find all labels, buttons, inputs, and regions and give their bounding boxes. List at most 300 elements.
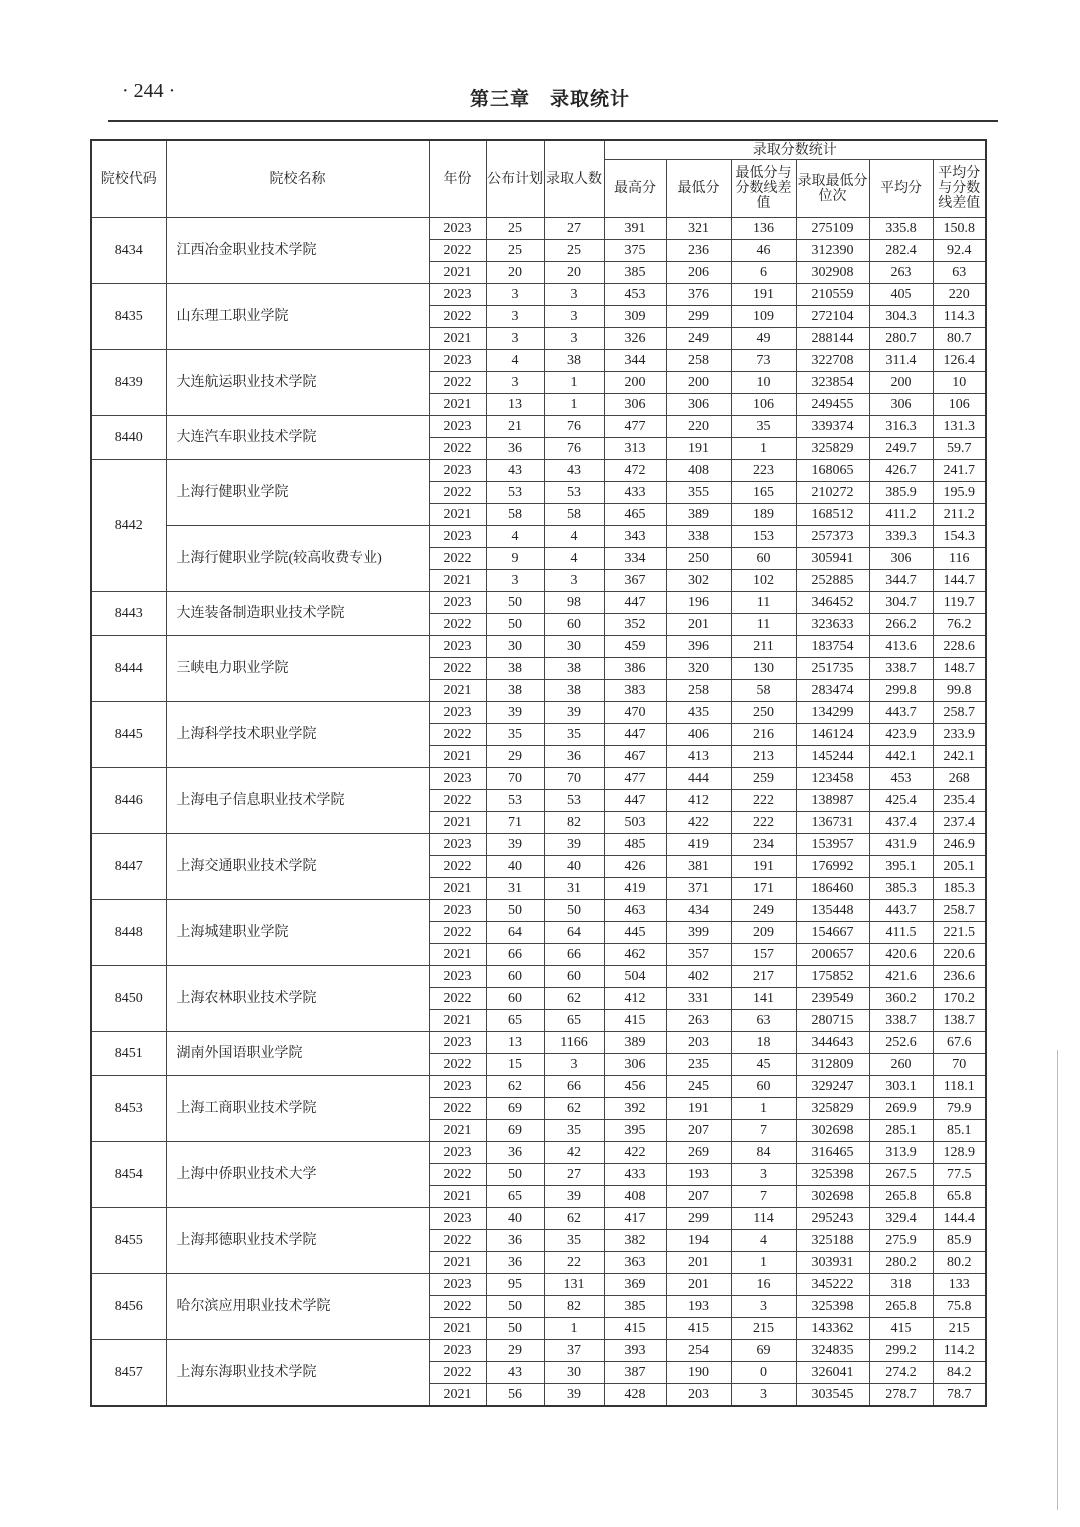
cell-avg-score: 275.9 — [869, 1230, 933, 1252]
school-name: 江西冶金职业技术学院 — [166, 218, 429, 284]
cell-plan: 21 — [486, 416, 544, 438]
cell-admitted: 3 — [544, 328, 604, 350]
cell-min-score: 338 — [666, 526, 731, 548]
cell-plan: 50 — [486, 900, 544, 922]
cell-avg-diff: 106 — [933, 394, 986, 416]
cell-plan: 65 — [486, 1010, 544, 1032]
cell-admitted: 62 — [544, 988, 604, 1010]
cell-min-rank: 303931 — [796, 1252, 869, 1274]
cell-max-score: 422 — [604, 1142, 666, 1164]
cell-admitted: 40 — [544, 856, 604, 878]
cell-avg-score: 338.7 — [869, 1010, 933, 1032]
cell-year: 2022 — [429, 240, 486, 262]
cell-admitted: 27 — [544, 218, 604, 240]
cell-min-diff: 153 — [731, 526, 796, 548]
cell-max-score: 477 — [604, 416, 666, 438]
cell-max-score: 465 — [604, 504, 666, 526]
cell-year: 2022 — [429, 856, 486, 878]
school-name: 上海电子信息职业技术学院 — [166, 768, 429, 834]
cell-max-score: 477 — [604, 768, 666, 790]
cell-min-score: 381 — [666, 856, 731, 878]
cell-plan: 64 — [486, 922, 544, 944]
cell-avg-diff: 118.1 — [933, 1076, 986, 1098]
cell-avg-score: 329.4 — [869, 1208, 933, 1230]
cell-plan: 15 — [486, 1054, 544, 1076]
cell-min-diff: 157 — [731, 944, 796, 966]
cell-min-rank: 176992 — [796, 856, 869, 878]
cell-min-rank: 280715 — [796, 1010, 869, 1032]
cell-min-rank: 251735 — [796, 658, 869, 680]
cell-year: 2022 — [429, 1362, 486, 1384]
cell-max-score: 453 — [604, 284, 666, 306]
cell-admitted: 39 — [544, 1384, 604, 1407]
cell-min-rank: 295243 — [796, 1208, 869, 1230]
cell-min-score: 419 — [666, 834, 731, 856]
cell-avg-diff: 246.9 — [933, 834, 986, 856]
cell-plan: 31 — [486, 878, 544, 900]
school-code: 8446 — [91, 768, 166, 834]
cell-admitted: 3 — [544, 284, 604, 306]
cell-avg-score: 318 — [869, 1274, 933, 1296]
table-row — [91, 768, 986, 790]
cell-year: 2021 — [429, 570, 486, 592]
cell-avg-diff: 138.7 — [933, 1010, 986, 1032]
cell-avg-diff: 99.8 — [933, 680, 986, 702]
cell-avg-diff: 76.2 — [933, 614, 986, 636]
cell-avg-diff: 258.7 — [933, 702, 986, 724]
cell-avg-diff: 220 — [933, 284, 986, 306]
cell-min-score: 203 — [666, 1032, 731, 1054]
cell-year: 2022 — [429, 482, 486, 504]
cell-avg-score: 306 — [869, 548, 933, 570]
cell-max-score: 313 — [604, 438, 666, 460]
cell-admitted: 4 — [544, 548, 604, 570]
school-code: 8445 — [91, 702, 166, 768]
cell-min-score: 435 — [666, 702, 731, 724]
cell-min-rank: 305941 — [796, 548, 869, 570]
cell-avg-score: 411.2 — [869, 504, 933, 526]
cell-plan: 50 — [486, 1318, 544, 1340]
school-code: 8457 — [91, 1340, 166, 1407]
cell-admitted: 53 — [544, 790, 604, 812]
cell-min-diff: 69 — [731, 1340, 796, 1362]
cell-min-score: 415 — [666, 1318, 731, 1340]
cell-min-diff: 222 — [731, 812, 796, 834]
cell-avg-score: 395.1 — [869, 856, 933, 878]
cell-plan: 38 — [486, 680, 544, 702]
cell-avg-diff: 228.6 — [933, 636, 986, 658]
cell-max-score: 447 — [604, 592, 666, 614]
cell-year: 2023 — [429, 1340, 486, 1362]
cell-admitted: 22 — [544, 1252, 604, 1274]
cell-max-score: 408 — [604, 1186, 666, 1208]
cell-admitted: 42 — [544, 1142, 604, 1164]
cell-max-score: 363 — [604, 1252, 666, 1274]
cell-plan: 60 — [486, 966, 544, 988]
cell-min-diff: 46 — [731, 240, 796, 262]
cell-avg-diff: 144.7 — [933, 570, 986, 592]
cell-admitted: 50 — [544, 900, 604, 922]
table-row — [91, 416, 986, 438]
cell-avg-score: 200 — [869, 372, 933, 394]
cell-max-score: 343 — [604, 526, 666, 548]
cell-max-score: 412 — [604, 988, 666, 1010]
table-row — [91, 702, 986, 724]
cell-admitted: 39 — [544, 702, 604, 724]
cell-min-score: 331 — [666, 988, 731, 1010]
cell-plan: 66 — [486, 944, 544, 966]
cell-avg-score: 278.7 — [869, 1384, 933, 1407]
cell-plan: 36 — [486, 1252, 544, 1274]
cell-min-rank: 138987 — [796, 790, 869, 812]
cell-min-score: 412 — [666, 790, 731, 812]
cell-min-diff: 73 — [731, 350, 796, 372]
cell-admitted: 58 — [544, 504, 604, 526]
cell-avg-score: 252.6 — [869, 1032, 933, 1054]
cell-admitted: 60 — [544, 614, 604, 636]
cell-min-score: 413 — [666, 746, 731, 768]
cell-year: 2022 — [429, 1296, 486, 1318]
cell-min-diff: 7 — [731, 1186, 796, 1208]
cell-max-score: 485 — [604, 834, 666, 856]
cell-max-score: 200 — [604, 372, 666, 394]
cell-min-score: 207 — [666, 1186, 731, 1208]
header-rule — [108, 120, 998, 122]
cell-avg-diff: 79.9 — [933, 1098, 986, 1120]
cell-plan: 3 — [486, 284, 544, 306]
header-score-group: 录取分数统计 — [604, 140, 986, 160]
cell-min-rank: 210272 — [796, 482, 869, 504]
cell-min-rank: 329247 — [796, 1076, 869, 1098]
cell-min-score: 193 — [666, 1296, 731, 1318]
cell-year: 2021 — [429, 262, 486, 284]
cell-min-score: 190 — [666, 1362, 731, 1384]
cell-min-diff: 136 — [731, 218, 796, 240]
cell-avg-diff: 85.9 — [933, 1230, 986, 1252]
school-name: 大连汽车职业技术学院 — [166, 416, 429, 460]
cell-plan: 3 — [486, 372, 544, 394]
cell-min-score: 196 — [666, 592, 731, 614]
cell-plan: 39 — [486, 834, 544, 856]
school-code: 8453 — [91, 1076, 166, 1142]
cell-min-diff: 35 — [731, 416, 796, 438]
cell-min-diff: 222 — [731, 790, 796, 812]
cell-year: 2022 — [429, 790, 486, 812]
cell-avg-diff: 237.4 — [933, 812, 986, 834]
cell-avg-score: 304.7 — [869, 592, 933, 614]
cell-avg-diff: 114.2 — [933, 1340, 986, 1362]
cell-admitted: 1166 — [544, 1032, 604, 1054]
cell-year: 2023 — [429, 1142, 486, 1164]
cell-avg-score: 335.8 — [869, 218, 933, 240]
cell-year: 2023 — [429, 702, 486, 724]
cell-min-diff: 106 — [731, 394, 796, 416]
cell-min-rank: 183754 — [796, 636, 869, 658]
cell-plan: 20 — [486, 262, 544, 284]
cell-min-rank: 154667 — [796, 922, 869, 944]
cell-min-rank: 302908 — [796, 262, 869, 284]
cell-max-score: 306 — [604, 394, 666, 416]
cell-plan: 3 — [486, 306, 544, 328]
cell-avg-diff: 236.6 — [933, 966, 986, 988]
cell-avg-score: 280.2 — [869, 1252, 933, 1274]
cell-admitted: 53 — [544, 482, 604, 504]
cell-avg-diff: 70 — [933, 1054, 986, 1076]
cell-max-score: 382 — [604, 1230, 666, 1252]
cell-min-rank: 303545 — [796, 1384, 869, 1407]
cell-avg-diff: 205.1 — [933, 856, 986, 878]
cell-min-diff: 130 — [731, 658, 796, 680]
cell-min-rank: 312809 — [796, 1054, 869, 1076]
school-code: 8442 — [91, 460, 166, 592]
cell-min-score: 191 — [666, 1098, 731, 1120]
cell-min-rank: 168065 — [796, 460, 869, 482]
cell-min-rank: 324835 — [796, 1340, 869, 1362]
cell-plan: 71 — [486, 812, 544, 834]
cell-min-score: 399 — [666, 922, 731, 944]
cell-min-rank: 288144 — [796, 328, 869, 350]
cell-plan: 50 — [486, 592, 544, 614]
cell-avg-diff: 148.7 — [933, 658, 986, 680]
cell-avg-diff: 185.3 — [933, 878, 986, 900]
cell-min-score: 207 — [666, 1120, 731, 1142]
cell-max-score: 387 — [604, 1362, 666, 1384]
cell-min-diff: 60 — [731, 1076, 796, 1098]
header-admitted: 录取人数 — [544, 140, 604, 218]
cell-avg-score: 360.2 — [869, 988, 933, 1010]
cell-min-score: 321 — [666, 218, 731, 240]
school-code: 8434 — [91, 218, 166, 284]
school-name: 上海城建职业学院 — [166, 900, 429, 966]
cell-year: 2022 — [429, 372, 486, 394]
cell-admitted: 62 — [544, 1208, 604, 1230]
cell-plan: 29 — [486, 746, 544, 768]
cell-avg-score: 415 — [869, 1318, 933, 1340]
cell-avg-score: 285.1 — [869, 1120, 933, 1142]
cell-min-score: 201 — [666, 1252, 731, 1274]
cell-admitted: 25 — [544, 240, 604, 262]
school-name: 上海农林职业技术学院 — [166, 966, 429, 1032]
cell-min-diff: 191 — [731, 284, 796, 306]
cell-year: 2021 — [429, 1186, 486, 1208]
cell-avg-diff: 10 — [933, 372, 986, 394]
cell-admitted: 35 — [544, 724, 604, 746]
cell-max-score: 389 — [604, 1032, 666, 1054]
cell-year: 2023 — [429, 416, 486, 438]
cell-avg-score: 411.5 — [869, 922, 933, 944]
cell-avg-score: 304.3 — [869, 306, 933, 328]
cell-min-score: 191 — [666, 438, 731, 460]
cell-min-score: 306 — [666, 394, 731, 416]
cell-year: 2022 — [429, 1098, 486, 1120]
table-row — [91, 1274, 986, 1296]
cell-plan: 29 — [486, 1340, 544, 1362]
cell-admitted: 38 — [544, 680, 604, 702]
cell-year: 2022 — [429, 988, 486, 1010]
cell-avg-score: 265.8 — [869, 1186, 933, 1208]
cell-plan: 13 — [486, 1032, 544, 1054]
table-row — [91, 1208, 986, 1230]
cell-avg-diff: 85.1 — [933, 1120, 986, 1142]
cell-avg-score: 413.6 — [869, 636, 933, 658]
cell-avg-diff: 242.1 — [933, 746, 986, 768]
cell-min-rank: 283474 — [796, 680, 869, 702]
cell-avg-diff: 133 — [933, 1274, 986, 1296]
school-code: 8435 — [91, 284, 166, 350]
cell-min-diff: 3 — [731, 1384, 796, 1407]
cell-min-diff: 213 — [731, 746, 796, 768]
cell-min-rank: 325398 — [796, 1296, 869, 1318]
cell-avg-score: 260 — [869, 1054, 933, 1076]
cell-min-diff: 191 — [731, 856, 796, 878]
school-code: 8454 — [91, 1142, 166, 1208]
cell-min-rank: 168512 — [796, 504, 869, 526]
cell-year: 2021 — [429, 1318, 486, 1340]
cell-min-diff: 11 — [731, 614, 796, 636]
cell-min-score: 396 — [666, 636, 731, 658]
cell-year: 2023 — [429, 526, 486, 548]
cell-min-diff: 3 — [731, 1164, 796, 1186]
cell-plan: 35 — [486, 724, 544, 746]
cell-plan: 30 — [486, 636, 544, 658]
cell-admitted: 82 — [544, 1296, 604, 1318]
cell-min-diff: 18 — [731, 1032, 796, 1054]
cell-year: 2021 — [429, 878, 486, 900]
cell-plan: 4 — [486, 526, 544, 548]
cell-min-rank: 123458 — [796, 768, 869, 790]
cell-min-score: 206 — [666, 262, 731, 284]
cell-plan: 40 — [486, 856, 544, 878]
cell-min-score: 299 — [666, 1208, 731, 1230]
school-code: 8448 — [91, 900, 166, 966]
cell-plan: 36 — [486, 1142, 544, 1164]
cell-avg-score: 338.7 — [869, 658, 933, 680]
cell-admitted: 3 — [544, 570, 604, 592]
cell-min-diff: 11 — [731, 592, 796, 614]
cell-max-score: 419 — [604, 878, 666, 900]
cell-admitted: 30 — [544, 1362, 604, 1384]
cell-plan: 39 — [486, 702, 544, 724]
cell-min-rank: 134299 — [796, 702, 869, 724]
cell-min-score: 299 — [666, 306, 731, 328]
cell-plan: 69 — [486, 1120, 544, 1142]
cell-avg-diff: 78.7 — [933, 1384, 986, 1407]
cell-avg-diff: 80.7 — [933, 328, 986, 350]
cell-admitted: 31 — [544, 878, 604, 900]
table-row — [91, 592, 986, 614]
cell-avg-score: 405 — [869, 284, 933, 306]
cell-min-diff: 84 — [731, 1142, 796, 1164]
cell-avg-diff: 75.8 — [933, 1296, 986, 1318]
cell-avg-diff: 150.8 — [933, 218, 986, 240]
school-code: 8450 — [91, 966, 166, 1032]
cell-avg-score: 266.2 — [869, 614, 933, 636]
cell-admitted: 62 — [544, 1098, 604, 1120]
cell-min-rank: 302698 — [796, 1186, 869, 1208]
cell-year: 2021 — [429, 944, 486, 966]
cell-avg-diff: 131.3 — [933, 416, 986, 438]
cell-max-score: 326 — [604, 328, 666, 350]
cell-year: 2023 — [429, 1208, 486, 1230]
cell-avg-diff: 233.9 — [933, 724, 986, 746]
cell-avg-score: 443.7 — [869, 702, 933, 724]
cell-min-diff: 0 — [731, 1362, 796, 1384]
table-row — [91, 284, 986, 306]
cell-year: 2022 — [429, 1164, 486, 1186]
cell-year: 2023 — [429, 284, 486, 306]
cell-avg-score: 443.7 — [869, 900, 933, 922]
cell-max-score: 306 — [604, 1054, 666, 1076]
cell-plan: 25 — [486, 240, 544, 262]
cell-min-score: 200 — [666, 372, 731, 394]
cell-min-rank: 339374 — [796, 416, 869, 438]
cell-avg-diff: 154.3 — [933, 526, 986, 548]
cell-avg-diff: 63 — [933, 262, 986, 284]
cell-plan: 43 — [486, 460, 544, 482]
school-name: 山东理工职业学院 — [166, 284, 429, 350]
cell-plan: 62 — [486, 1076, 544, 1098]
cell-avg-diff: 258.7 — [933, 900, 986, 922]
cell-year: 2023 — [429, 768, 486, 790]
cell-min-diff: 234 — [731, 834, 796, 856]
chapter-title: 第三章 录取统计 — [469, 89, 630, 110]
cell-year: 2021 — [429, 504, 486, 526]
cell-max-score: 334 — [604, 548, 666, 570]
cell-avg-diff: 235.4 — [933, 790, 986, 812]
cell-admitted: 3 — [544, 1054, 604, 1076]
cell-max-score: 386 — [604, 658, 666, 680]
cell-min-score: 249 — [666, 328, 731, 350]
cell-min-diff: 215 — [731, 1318, 796, 1340]
cell-avg-score: 265.8 — [869, 1296, 933, 1318]
cell-min-diff: 3 — [731, 1296, 796, 1318]
cell-min-diff: 6 — [731, 262, 796, 284]
cell-max-score: 415 — [604, 1318, 666, 1340]
cell-admitted: 1 — [544, 372, 604, 394]
cell-year: 2023 — [429, 834, 486, 856]
cell-admitted: 66 — [544, 944, 604, 966]
cell-year: 2023 — [429, 218, 486, 240]
cell-min-score: 402 — [666, 966, 731, 988]
cell-avg-score: 385.9 — [869, 482, 933, 504]
cell-plan: 13 — [486, 394, 544, 416]
cell-max-score: 385 — [604, 1296, 666, 1318]
cell-min-diff: 189 — [731, 504, 796, 526]
cell-min-rank: 344643 — [796, 1032, 869, 1054]
table-row — [91, 460, 986, 482]
cell-min-rank: 346452 — [796, 592, 869, 614]
cell-max-score: 462 — [604, 944, 666, 966]
school-name: 上海交通职业技术学院 — [166, 834, 429, 900]
school-code: 8440 — [91, 416, 166, 460]
cell-avg-score: 339.3 — [869, 526, 933, 548]
cell-min-diff: 209 — [731, 922, 796, 944]
cell-avg-score: 385.3 — [869, 878, 933, 900]
cell-admitted: 37 — [544, 1340, 604, 1362]
cell-min-score: 434 — [666, 900, 731, 922]
cell-min-rank: 252885 — [796, 570, 869, 592]
cell-avg-diff: 241.7 — [933, 460, 986, 482]
school-code: 8455 — [91, 1208, 166, 1274]
table-row — [91, 1076, 986, 1098]
cell-min-score: 258 — [666, 680, 731, 702]
cell-avg-diff: 144.4 — [933, 1208, 986, 1230]
cell-admitted: 38 — [544, 658, 604, 680]
cell-plan: 70 — [486, 768, 544, 790]
cell-admitted: 70 — [544, 768, 604, 790]
cell-max-score: 445 — [604, 922, 666, 944]
header-min-diff: 最低分与分数线差值 — [731, 160, 796, 218]
